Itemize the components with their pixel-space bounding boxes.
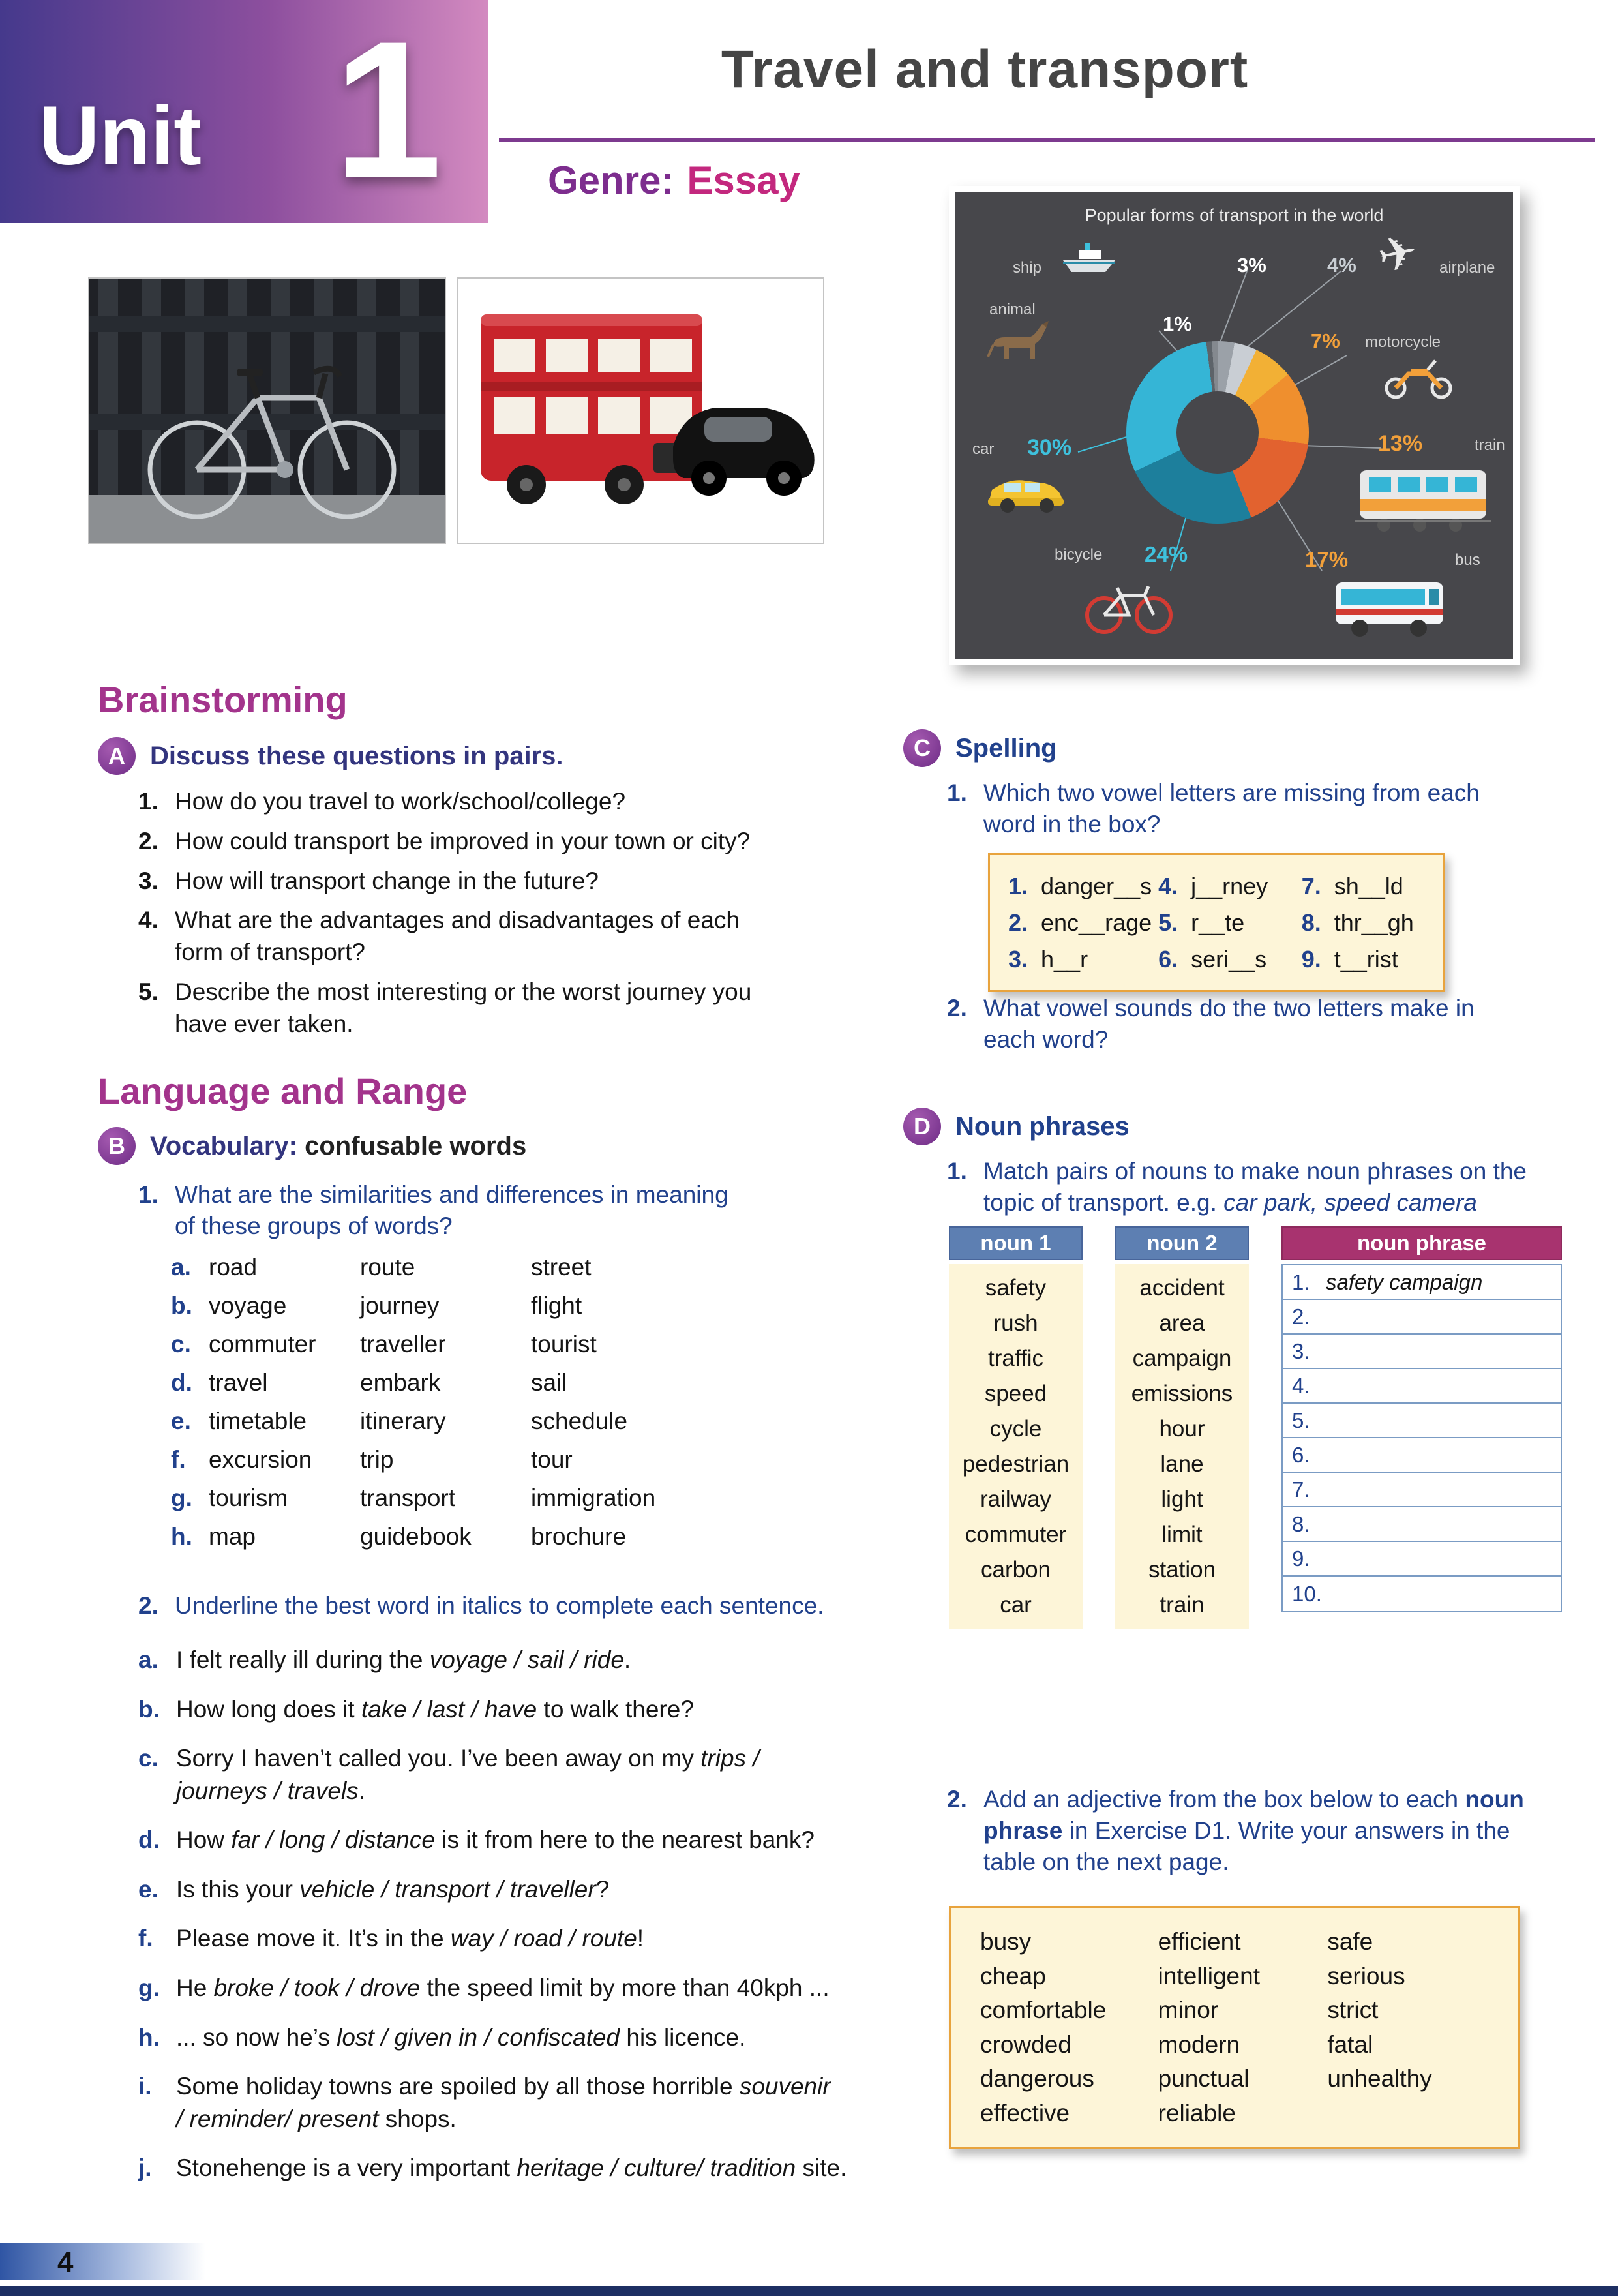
question-item <box>138 905 777 969</box>
noun-cell: emissions <box>1131 1381 1233 1406</box>
answer-row <box>1283 1577 1561 1611</box>
adjective-column <box>1158 1925 1328 2130</box>
question-item <box>138 826 869 858</box>
exercise-c2-instruction <box>947 993 1521 1055</box>
train-percent: 13% <box>1378 431 1423 456</box>
spelling-number: 1. <box>1008 873 1028 899</box>
bus-icon <box>1332 575 1446 640</box>
unit-banner <box>0 0 488 223</box>
noun-phrase-header: noun phrase <box>1281 1226 1562 1260</box>
noun-phrase-tables <box>949 1226 1562 1629</box>
spelling-item <box>1008 905 1158 941</box>
spelling-number: 3. <box>1008 945 1028 973</box>
row-number: 2. <box>1292 1304 1310 1329</box>
spelling-number: 4. <box>1158 873 1178 899</box>
group-letter: h. <box>171 1523 192 1550</box>
airplane-label: airplane <box>1439 259 1495 277</box>
sentence-letter: c. <box>138 1745 158 1772</box>
question-text: How do you travel to work/school/college? <box>175 788 626 815</box>
spelling-word: enc__rage <box>1041 909 1152 936</box>
exercise-b2-instruction <box>138 1590 856 1622</box>
group-word: immigration <box>531 1485 656 1511</box>
noun2-header: noun 2 <box>1115 1226 1249 1260</box>
question-number: 2. <box>138 827 158 854</box>
instruction-text: Add an adjective from the box below to each noun phrase in Exercise D1. Write your answers in the table on the next page. <box>983 1786 1524 1876</box>
group-word: excursion <box>209 1446 312 1473</box>
sentence-text: Some holiday towns are spoiled by all those horrible souvenir / reminder/ present shops. <box>176 2073 831 2132</box>
answer-row <box>1283 1369 1561 1404</box>
language-heading: Language and Range <box>98 1070 468 1111</box>
exercise-d1-instruction <box>947 1156 1540 1218</box>
answer-row <box>1283 1300 1561 1335</box>
exercise-b-header <box>98 1127 526 1165</box>
noun-cell: train <box>1160 1592 1205 1618</box>
row-number: 10. <box>1292 1581 1322 1606</box>
ship-label: ship <box>1013 259 1042 277</box>
transport-chart-panel <box>949 186 1520 665</box>
adjective: busy <box>980 1928 1032 1955</box>
noun1-body <box>949 1264 1083 1629</box>
noun-cell: accident <box>1139 1275 1225 1301</box>
train-icon <box>1355 459 1491 537</box>
exercise-d-badge: D <box>903 1108 941 1145</box>
unit-number: 1 <box>333 0 442 219</box>
row-number: 3. <box>1292 1338 1310 1363</box>
instruction-number: 1. <box>947 1158 967 1185</box>
sentence-item <box>138 1873 895 1906</box>
airplane-icon: ✈ <box>1373 224 1423 284</box>
bus-percent: 17% <box>1305 547 1349 571</box>
question-number: 3. <box>138 867 158 894</box>
instruction-number: 2. <box>947 995 967 1021</box>
exercise-a-header <box>98 737 563 775</box>
answer-row <box>1283 1404 1561 1438</box>
sentence-item <box>138 1972 895 2004</box>
group-word: commuter <box>209 1331 316 1357</box>
spelling-item <box>1302 868 1424 905</box>
group-letter: g. <box>171 1485 192 1511</box>
group-word: tourism <box>209 1485 288 1511</box>
row-number: 8. <box>1292 1511 1310 1536</box>
group-word: sail <box>531 1369 567 1396</box>
exercise-c-badge: C <box>903 729 941 767</box>
exercise-c-header <box>903 729 1057 767</box>
motorcycle-percent: 7% <box>1311 329 1340 352</box>
group-word: transport <box>360 1485 456 1511</box>
group-word: street <box>531 1254 592 1280</box>
bus-taxi-photo-illustration <box>458 279 823 543</box>
sentence-letter: d. <box>138 1826 160 1854</box>
adjective: fatal <box>1327 2031 1373 2058</box>
noun-cell: lane <box>1160 1451 1204 1477</box>
noun-cell: railway <box>980 1487 1051 1512</box>
noun-cell: hour <box>1159 1416 1205 1442</box>
noun-cell: safety <box>985 1275 1047 1301</box>
sentence-letter: j. <box>138 2154 152 2182</box>
animal-label: animal <box>989 301 1036 318</box>
sentence-text: ... so now he’s lost / given in / confiscated his licence. <box>176 2023 746 2051</box>
sentence-letter: a. <box>138 1646 158 1673</box>
page-number-strip <box>0 2243 205 2280</box>
confusable-words-grid <box>171 1254 805 1550</box>
adjective: efficient <box>1158 1928 1241 1955</box>
group-letter: e. <box>171 1408 191 1434</box>
ship-icon <box>1060 239 1118 275</box>
sentence-item <box>138 2070 843 2135</box>
spelling-item <box>1008 941 1158 978</box>
sentence-item <box>138 2152 895 2184</box>
adjective: crowded <box>980 2031 1071 2058</box>
group-letter: a. <box>171 1254 191 1280</box>
group-word: map <box>209 1523 256 1550</box>
title-divider <box>499 138 1595 142</box>
sentence-text: How far / long / distance is it from here to the nearest bank? <box>176 1826 815 1854</box>
noun1-header: noun 1 <box>949 1226 1083 1260</box>
instruction-number: 2. <box>947 1786 967 1813</box>
group-word: guidebook <box>360 1523 472 1550</box>
row-number: 5. <box>1292 1408 1310 1432</box>
exercise-b-badge: B <box>98 1127 136 1165</box>
bicycle-icon <box>1083 575 1175 637</box>
spelling-number: 7. <box>1301 873 1321 899</box>
spelling-word: danger__s <box>1041 873 1152 899</box>
spelling-item <box>1158 905 1302 941</box>
adjective: cheap <box>980 1962 1046 1989</box>
noun-cell: cycle <box>989 1416 1042 1442</box>
bicycle-percent: 24% <box>1145 542 1188 566</box>
horse-icon <box>980 319 1058 368</box>
group-word: brochure <box>531 1523 627 1550</box>
exercise-d-header <box>903 1108 1130 1145</box>
row-number: 1. <box>1292 1269 1310 1294</box>
spelling-column <box>1008 868 1158 977</box>
noun-cell: commuter <box>965 1522 1067 1547</box>
sentence-letter: i. <box>138 2073 152 2100</box>
sentence-letter: b. <box>138 1695 160 1723</box>
group-word: journey <box>360 1292 440 1319</box>
question-text: What are the advantages and disadvantages of each form of transport? <box>175 907 740 966</box>
instruction-text: What vowel sounds do the two letters make in each word? <box>983 995 1475 1053</box>
bottom-border-bar <box>0 2286 1618 2296</box>
adjective: effective <box>980 2099 1070 2126</box>
question-text: How could transport be improved in your town or city? <box>175 827 751 854</box>
spelling-word: h__r <box>1041 945 1088 973</box>
instruction-text: Match pairs of nouns to make noun phrases on the topic of transport. e.g. car park, speed camera <box>983 1158 1527 1216</box>
row-number: 9. <box>1292 1546 1310 1571</box>
noun-cell: pedestrian <box>962 1451 1070 1477</box>
adjective-column <box>1327 1925 1488 2130</box>
exercise-b-title-label: Vocabulary: <box>150 1131 297 1160</box>
instruction-number: 2. <box>138 1592 158 1619</box>
spelling-item <box>1302 941 1424 978</box>
motorcycle-icon <box>1379 354 1458 400</box>
sentence-text: Please move it. It’s in the way / road / route! <box>176 1925 644 1952</box>
question-text: How will transport change in the future? <box>175 867 599 894</box>
noun-phrase-body <box>1281 1264 1562 1612</box>
unit-label: Unit <box>39 89 202 183</box>
group-word: flight <box>531 1292 582 1319</box>
noun-cell: light <box>1161 1487 1203 1512</box>
exercise-c1-instruction <box>947 778 1521 840</box>
transport-donut-chart <box>1126 341 1309 524</box>
adjective: minor <box>1158 1997 1219 2024</box>
animal-percent: 1% <box>1163 312 1192 335</box>
car-label: car <box>972 440 995 458</box>
exercise-d2-instruction <box>947 1784 1547 1878</box>
noun-cell: car <box>1000 1592 1032 1618</box>
adjective: reliable <box>1158 2099 1236 2126</box>
adjective-box <box>949 1906 1520 2149</box>
noun-cell: speed <box>984 1381 1047 1406</box>
group-word: travel <box>209 1369 268 1396</box>
adjective: strict <box>1327 1997 1379 2024</box>
spelling-item <box>1008 868 1158 905</box>
sentence-text: Stonehenge is a very important heritage / culture/ tradition site. <box>176 2154 847 2182</box>
row-number: 7. <box>1292 1477 1310 1502</box>
transport-chart <box>955 192 1513 659</box>
group-letter: c. <box>171 1331 191 1357</box>
exercise-c-title: Spelling <box>955 733 1057 763</box>
bicycle-photo-illustration <box>89 279 445 543</box>
question-item <box>138 866 869 898</box>
spelling-word: t__rist <box>1334 945 1398 973</box>
spelling-word: j__rney <box>1191 873 1268 899</box>
question-number: 1. <box>138 788 158 815</box>
adjective: comfortable <box>980 1997 1107 2024</box>
genre-line <box>548 158 800 203</box>
noun-cell: traffic <box>988 1346 1043 1371</box>
question-text: Describe the most interesting or the worst journey you have ever taken. <box>175 978 752 1037</box>
instruction-number: 1. <box>138 1181 158 1208</box>
instruction-number: 1. <box>947 779 967 806</box>
sentence-letter: e. <box>138 1875 158 1903</box>
spelling-number: 9. <box>1301 945 1321 973</box>
page-title: Travel and transport <box>721 40 1249 99</box>
exercise-a-badge: A <box>98 737 136 775</box>
motorcycle-label: motorcycle <box>1365 333 1441 351</box>
spelling-box <box>988 853 1445 992</box>
group-word: road <box>209 1254 258 1280</box>
exercise-b-title-rest: confusable words <box>305 1131 527 1160</box>
brainstorming-heading: Brainstorming <box>98 679 348 720</box>
noun-cell: station <box>1148 1557 1216 1582</box>
group-word: tourist <box>531 1331 597 1357</box>
group-word: embark <box>360 1369 441 1396</box>
sentence-item <box>138 1824 895 1856</box>
sentence-text: Is this your vehicle / transport / traveller? <box>176 1875 610 1903</box>
question-item <box>138 976 797 1040</box>
spelling-number: 8. <box>1301 909 1321 936</box>
spelling-number: 6. <box>1158 945 1178 973</box>
sentence-text: I felt really ill during the voyage / sail / ride. <box>176 1646 631 1673</box>
sentence-item <box>138 1742 849 1807</box>
airplane-percent: 4% <box>1327 254 1356 277</box>
noun-cell: carbon <box>980 1557 1051 1582</box>
sentence-item <box>138 1644 895 1676</box>
sentence-item <box>138 1922 895 1955</box>
exercise-b2-sentences <box>138 1644 895 2201</box>
group-word: trip <box>360 1446 394 1473</box>
answer-row <box>1283 1473 1561 1507</box>
bicycle-label: bicycle <box>1055 546 1103 564</box>
group-word: timetable <box>209 1408 307 1434</box>
sentence-text: Sorry I haven’t called you. I’ve been away on my trips / journeys / travels. <box>176 1745 760 1804</box>
sentence-text: He broke / took / drove the speed limit by more than 40kph ... <box>176 1974 830 2002</box>
exercise-a-title: Discuss these questions in pairs. <box>150 741 563 770</box>
spelling-word: sh__ld <box>1334 873 1403 899</box>
spelling-word: r__te <box>1191 909 1245 936</box>
group-word: itinerary <box>360 1408 446 1434</box>
adjective: unhealthy <box>1327 2065 1432 2092</box>
adjective: dangerous <box>980 2065 1094 2092</box>
exercise-a-questions <box>138 786 869 1048</box>
sentence-item <box>138 2021 895 2054</box>
group-word: schedule <box>531 1408 628 1434</box>
noun-cell: rush <box>993 1310 1038 1336</box>
sentence-text: How long does it take / last / have to walk there? <box>176 1695 694 1723</box>
genre-label: Genre: <box>548 159 674 202</box>
adjective: safe <box>1327 1928 1373 1955</box>
adjective-column <box>980 1925 1158 2130</box>
question-number: 4. <box>138 907 158 934</box>
car-icon <box>983 466 1068 515</box>
instruction-text: Which two vowel letters are missing from each word in the box? <box>983 779 1480 838</box>
spelling-word: seri__s <box>1191 945 1267 973</box>
exercise-b1-instruction <box>138 1179 738 1242</box>
page-number: 4 <box>57 2246 74 2278</box>
exercise-d-title: Noun phrases <box>955 1111 1130 1141</box>
spelling-number: 2. <box>1008 909 1028 936</box>
answer-row <box>1283 1542 1561 1577</box>
instruction-text: Underline the best word in italics to complete each sentence. <box>175 1592 824 1619</box>
row-number: 4. <box>1292 1373 1310 1398</box>
bus-label: bus <box>1455 551 1480 569</box>
bus-taxi-photo <box>457 277 824 544</box>
car-percent: 30% <box>1027 435 1072 460</box>
answer-row <box>1283 1335 1561 1369</box>
spelling-word: thr__gh <box>1334 909 1414 936</box>
instruction-text: What are the similarities and differences in meaning of these groups of words? <box>175 1181 728 1240</box>
row-number: 6. <box>1292 1442 1310 1467</box>
answer-row <box>1283 1265 1561 1300</box>
answer-row <box>1283 1507 1561 1542</box>
group-letter: f. <box>171 1446 186 1473</box>
group-word: tour <box>531 1446 573 1473</box>
group-word: voyage <box>209 1292 287 1319</box>
noun2-body <box>1115 1264 1249 1629</box>
group-word: route <box>360 1254 415 1280</box>
genre-value: Essay <box>687 159 800 202</box>
question-number: 5. <box>138 978 158 1006</box>
adjective: serious <box>1327 1962 1405 1989</box>
adjective: intelligent <box>1158 1962 1260 1989</box>
noun2-table <box>1115 1226 1249 1629</box>
question-item <box>138 786 869 818</box>
answer-row <box>1283 1438 1561 1473</box>
train-label: train <box>1475 436 1505 454</box>
spelling-item <box>1302 905 1424 941</box>
chart-title: Popular forms of transport in the world <box>1085 205 1384 225</box>
spelling-item <box>1158 941 1302 978</box>
group-letter: d. <box>171 1369 192 1396</box>
sentence-letter: g. <box>138 1974 160 2002</box>
ship-percent: 3% <box>1237 254 1266 277</box>
sentence-letter: h. <box>138 2023 160 2051</box>
group-word: traveller <box>360 1331 446 1357</box>
noun-cell: area <box>1159 1310 1205 1336</box>
noun-phrase-answer-table <box>1281 1226 1562 1629</box>
spelling-column <box>1158 868 1302 977</box>
exercise-b-title <box>150 1132 526 1161</box>
row-text: safety campaign <box>1326 1269 1483 1294</box>
noun1-table <box>949 1226 1083 1629</box>
noun-cell: limit <box>1161 1522 1203 1547</box>
spelling-column <box>1302 868 1424 977</box>
spelling-item <box>1158 868 1302 905</box>
adjective: modern <box>1158 2031 1240 2058</box>
bicycle-photo <box>88 277 446 544</box>
sentence-letter: f. <box>138 1925 153 1952</box>
group-letter: b. <box>171 1292 192 1319</box>
adjective: punctual <box>1158 2065 1250 2092</box>
spelling-number: 5. <box>1158 909 1178 936</box>
noun-cell: campaign <box>1132 1346 1232 1371</box>
sentence-item <box>138 1693 895 1726</box>
